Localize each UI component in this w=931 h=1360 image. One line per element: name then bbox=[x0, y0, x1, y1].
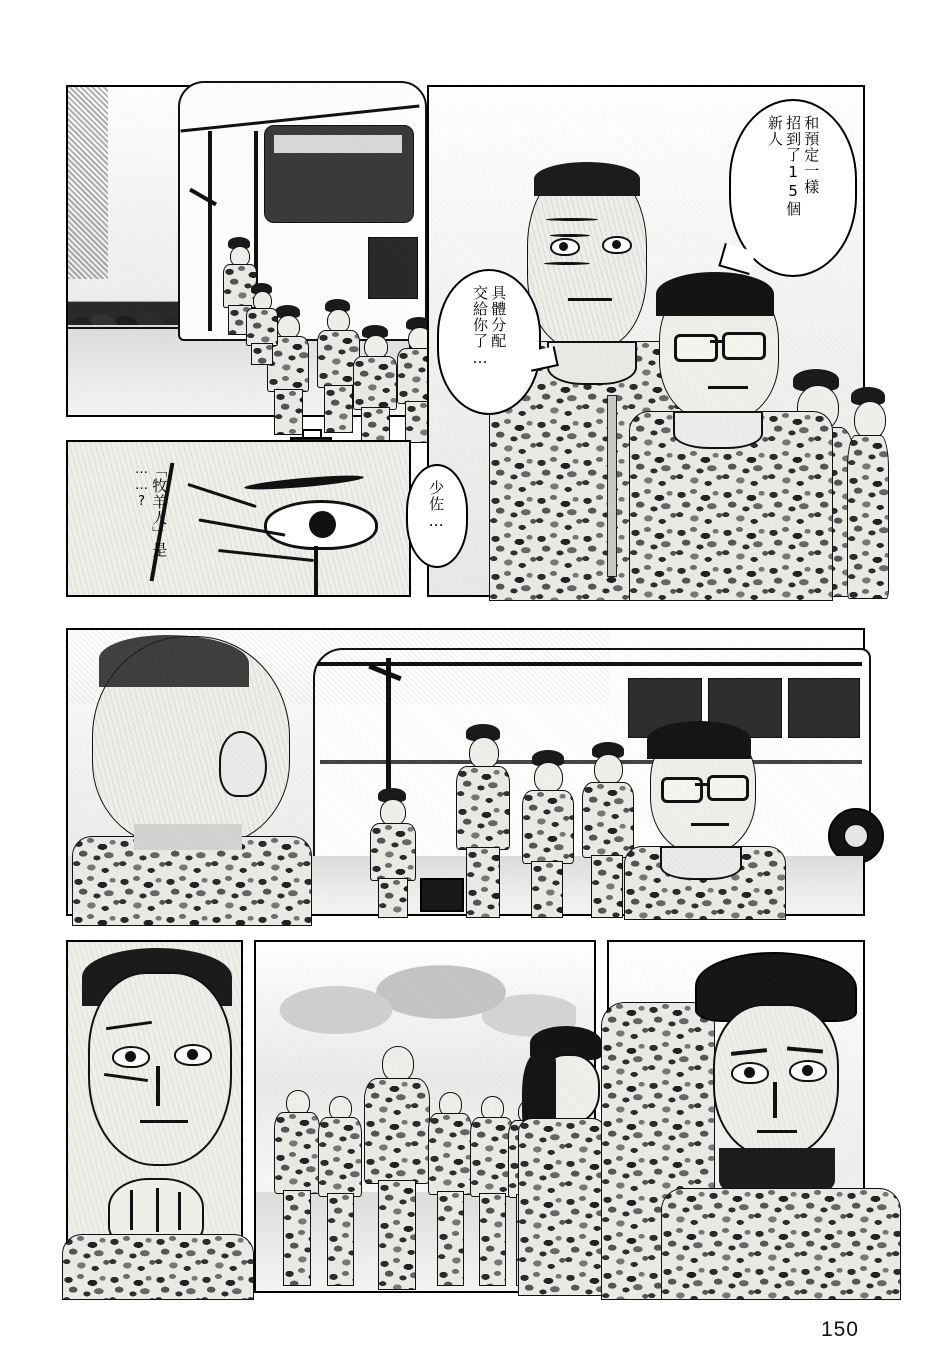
balloon-line: 招到了15個 bbox=[784, 115, 803, 217]
balloon-text bbox=[408, 466, 466, 566]
sfx-sweat-marks: ＼＼ bbox=[745, 971, 786, 1001]
panel-officer-portrait bbox=[66, 940, 243, 1293]
text-shepherd-question bbox=[134, 462, 167, 558]
panel-two-officers-closeup bbox=[427, 85, 865, 597]
officer-uniform bbox=[62, 1234, 254, 1300]
balloon-text bbox=[731, 101, 855, 275]
officer-eye-right bbox=[174, 1044, 212, 1066]
free-text-line: ……? bbox=[134, 462, 150, 510]
pupil bbox=[125, 1051, 136, 1062]
balloon-line: 和預定一樣 bbox=[802, 115, 821, 195]
panel7-tone bbox=[609, 942, 863, 1291]
balloon-line: 具體分配 bbox=[489, 285, 508, 349]
panel1-tone bbox=[68, 87, 409, 415]
free-text-line: 「牧羊人」是 bbox=[150, 462, 169, 558]
balloon-line: 交給你了… bbox=[471, 285, 489, 368]
panel6-tone bbox=[256, 942, 594, 1291]
panel-wide-shot-recruits-and-bus bbox=[66, 628, 865, 916]
pupil bbox=[309, 511, 336, 538]
page-number: 150 bbox=[820, 1318, 859, 1341]
balloon-line: 新人 bbox=[765, 115, 784, 147]
finger-line-1 bbox=[130, 1190, 133, 1230]
officer-head bbox=[88, 972, 232, 1166]
nose-line bbox=[314, 546, 318, 596]
panel-scarred-face-closeup bbox=[66, 440, 446, 597]
officer-mouth bbox=[140, 1120, 188, 1123]
balloon-line: 少佐… bbox=[427, 480, 446, 531]
officer-eye-left bbox=[112, 1046, 150, 1068]
officer-eye bbox=[264, 500, 378, 550]
finger-line-2 bbox=[156, 1188, 159, 1232]
panel-soldiers-disembarking-bus bbox=[66, 85, 411, 417]
pupil bbox=[187, 1049, 198, 1060]
balloon-text bbox=[439, 271, 539, 413]
cheek-shading bbox=[90, 974, 230, 1164]
panel-beret-soldier-portrait bbox=[607, 940, 865, 1293]
balloon-major bbox=[406, 464, 468, 568]
balloon-assignment bbox=[437, 269, 541, 415]
panel4-tone bbox=[68, 630, 863, 914]
panel-recruits-lineup bbox=[254, 940, 596, 1293]
nose bbox=[156, 1066, 160, 1106]
finger-line-3 bbox=[178, 1192, 181, 1230]
